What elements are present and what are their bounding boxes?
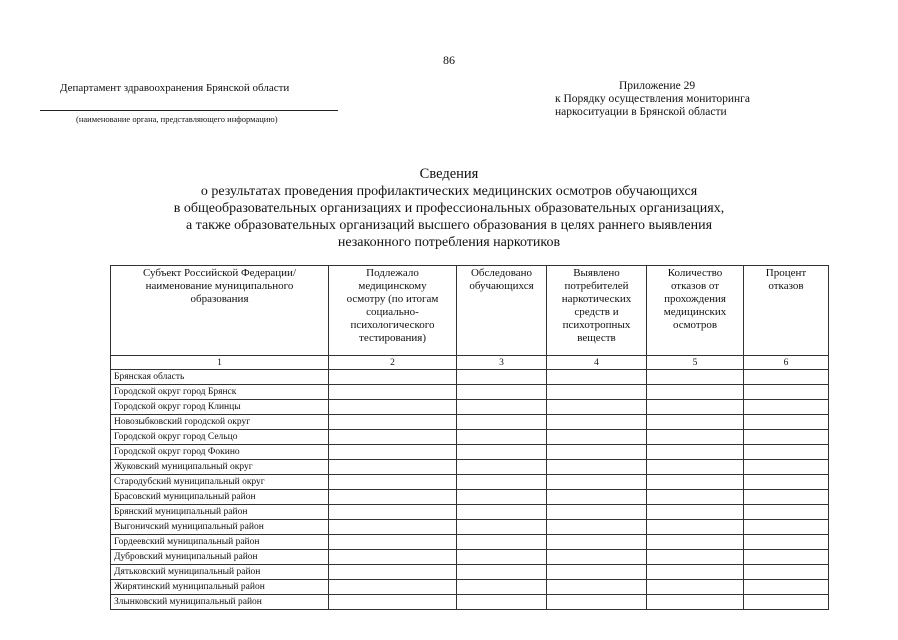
column-header-line: веществ [577,332,616,344]
column-header-line: обучающихся [469,280,534,292]
table-row [111,385,829,400]
empty-cell [457,595,547,610]
document-heading [0,166,898,251]
municipality-name: Городской округ город Сельцо [111,430,329,445]
empty-cell [547,565,647,580]
empty-cell [457,415,547,430]
column-header-1 [111,266,329,356]
column-header-line: медицинскому [358,280,427,292]
empty-cell [329,535,457,550]
empty-cell [744,595,829,610]
empty-cell [329,415,457,430]
municipality-name: Жирятинский муниципальный район [111,580,329,595]
empty-cell [457,445,547,460]
table-row [111,535,829,550]
table-row [111,505,829,520]
column-header-line: Подлежало [366,267,419,279]
table-row [111,595,829,610]
heading-line-4: незаконного потребления наркотиков [337,235,561,250]
table-row [111,565,829,580]
empty-cell [547,400,647,415]
table-row [111,415,829,430]
municipality-name: Дубровский муниципальный район [111,550,329,565]
column-header-line: средств и [574,306,619,318]
empty-cell [547,385,647,400]
empty-cell [457,565,547,580]
column-number: 2 [329,356,457,370]
empty-cell [329,595,457,610]
column-header-line: наименование муниципального [145,280,294,292]
empty-cell [744,580,829,595]
empty-cell [457,580,547,595]
empty-cell [457,400,547,415]
table-row [111,475,829,490]
municipality-name: Брянская область [111,370,329,385]
empty-cell [329,385,457,400]
empty-cell [547,460,647,475]
column-header-line: Выявлено [573,267,620,279]
column-header-5 [647,266,744,356]
empty-cell [647,415,744,430]
empty-cell [329,430,457,445]
empty-cell [547,550,647,565]
table-row [111,370,829,385]
empty-cell [744,370,829,385]
empty-cell [647,490,744,505]
column-header-line: осмотров [672,319,718,331]
table-body [111,356,829,610]
column-header-line: Субъект Российской Федерации/ [142,267,297,279]
empty-cell [744,565,829,580]
empty-cell [744,535,829,550]
table-row [111,400,829,415]
empty-cell [457,460,547,475]
table-row [111,550,829,565]
department-caption: (наименование органа, представляющего информацию) [76,114,278,124]
column-header-6 [744,266,829,356]
appendix-line-1: к Порядку осуществления мониторинга [555,93,751,105]
column-header-line: медицинских [663,306,727,318]
empty-cell [457,505,547,520]
empty-cell [647,445,744,460]
appendix-block [555,80,750,119]
empty-cell [744,505,829,520]
empty-cell [547,490,647,505]
empty-cell [547,430,647,445]
empty-cell [744,460,829,475]
column-number: 3 [457,356,547,370]
column-header-line: Обследовано [470,267,533,279]
empty-cell [329,460,457,475]
empty-cell [647,520,744,535]
empty-cell [457,535,547,550]
department-underline [40,110,338,111]
table-row [111,460,829,475]
empty-cell [457,385,547,400]
column-header-line: социально- [366,306,419,318]
column-number: 5 [647,356,744,370]
municipality-name: Гордеевский муниципальный район [111,535,329,550]
municipality-name: Городской округ город Фокино [111,445,329,460]
column-header-line: образования [190,293,249,305]
empty-cell [744,415,829,430]
empty-cell [547,535,647,550]
empty-cell [547,370,647,385]
empty-cell [457,475,547,490]
column-header-line: отказов от [670,280,720,292]
empty-cell [329,580,457,595]
empty-cell [457,370,547,385]
column-number: 6 [744,356,829,370]
empty-cell [547,520,647,535]
column-header-3 [457,266,547,356]
empty-cell [547,415,647,430]
municipality-name: Городской округ город Брянск [111,385,329,400]
table-header-row [111,266,829,356]
municipality-name: Жуковский муниципальный округ [111,460,329,475]
table-row [111,580,829,595]
heading-title: Сведения [419,166,479,182]
empty-cell [547,580,647,595]
empty-cell [647,595,744,610]
table-row [111,520,829,535]
empty-cell [329,490,457,505]
table-row [111,430,829,445]
empty-cell [647,370,744,385]
municipality-name: Стародубский муниципальный округ [111,475,329,490]
empty-cell [647,505,744,520]
empty-cell [647,565,744,580]
column-header-line: психологического [350,319,435,331]
municipality-name: Брасовский муниципальный район [111,490,329,505]
empty-cell [744,520,829,535]
empty-cell [457,520,547,535]
empty-cell [457,490,547,505]
heading-line-2: в общеобразовательных организациях и профессиональных образовательных организациях, [173,201,725,216]
empty-cell [329,400,457,415]
column-header-line: потребителей [564,280,629,292]
column-header-line: отказов [768,280,804,292]
empty-cell [647,580,744,595]
empty-cell [744,550,829,565]
empty-cell [647,535,744,550]
column-header-line: Процент [765,267,807,279]
department-name: Департамент здравоохранения Брянской области [60,82,290,94]
column-header-line: осмотру (по итогам [346,293,439,305]
empty-cell [547,595,647,610]
empty-cell [329,370,457,385]
column-header-4 [547,266,647,356]
empty-cell [647,460,744,475]
municipality-name: Городской округ город Клинцы [111,400,329,415]
heading-line-1: о результатах проведения профилактических медицинских осмотров обучающихся [200,184,698,199]
empty-cell [744,430,829,445]
municipality-name: Злынковский муниципальный район [111,595,329,610]
empty-cell [457,550,547,565]
column-header-line: Количество [667,267,723,279]
column-header-line: тестирования) [359,332,426,344]
report-table [110,265,829,610]
empty-cell [744,475,829,490]
empty-cell [547,505,647,520]
column-header-2 [329,266,457,356]
column-number: 1 [111,356,329,370]
empty-cell [744,490,829,505]
empty-cell [647,400,744,415]
column-number: 4 [547,356,647,370]
empty-cell [329,475,457,490]
page-number: 86 [443,53,455,67]
empty-cell [329,505,457,520]
empty-cell [647,475,744,490]
municipality-name: Дятьковский муниципальный район [111,565,329,580]
empty-cell [329,565,457,580]
table-row [111,445,829,460]
empty-cell [547,475,647,490]
empty-cell [647,385,744,400]
appendix-title: Приложение 29 [619,80,696,92]
empty-cell [329,445,457,460]
empty-cell [647,430,744,445]
empty-cell [647,550,744,565]
empty-cell [744,385,829,400]
empty-cell [457,430,547,445]
municipality-name: Новозыбковский городской округ [111,415,329,430]
heading-line-3: а также образовательных организаций высшего образования в целях раннего выявления [185,218,713,233]
table-row [111,490,829,505]
empty-cell [547,445,647,460]
empty-cell [744,400,829,415]
column-number-row [111,356,829,370]
column-header-line: психотропных [562,319,631,331]
empty-cell [329,550,457,565]
empty-cell [329,520,457,535]
column-header-line: прохождения [664,293,726,305]
municipality-name: Выгоничский муниципальный район [111,520,329,535]
column-header-line: наркотических [561,293,632,305]
municipality-name: Брянский муниципальный район [111,505,329,520]
appendix-line-2: наркоситуации в Брянской области [555,106,727,118]
empty-cell [744,445,829,460]
